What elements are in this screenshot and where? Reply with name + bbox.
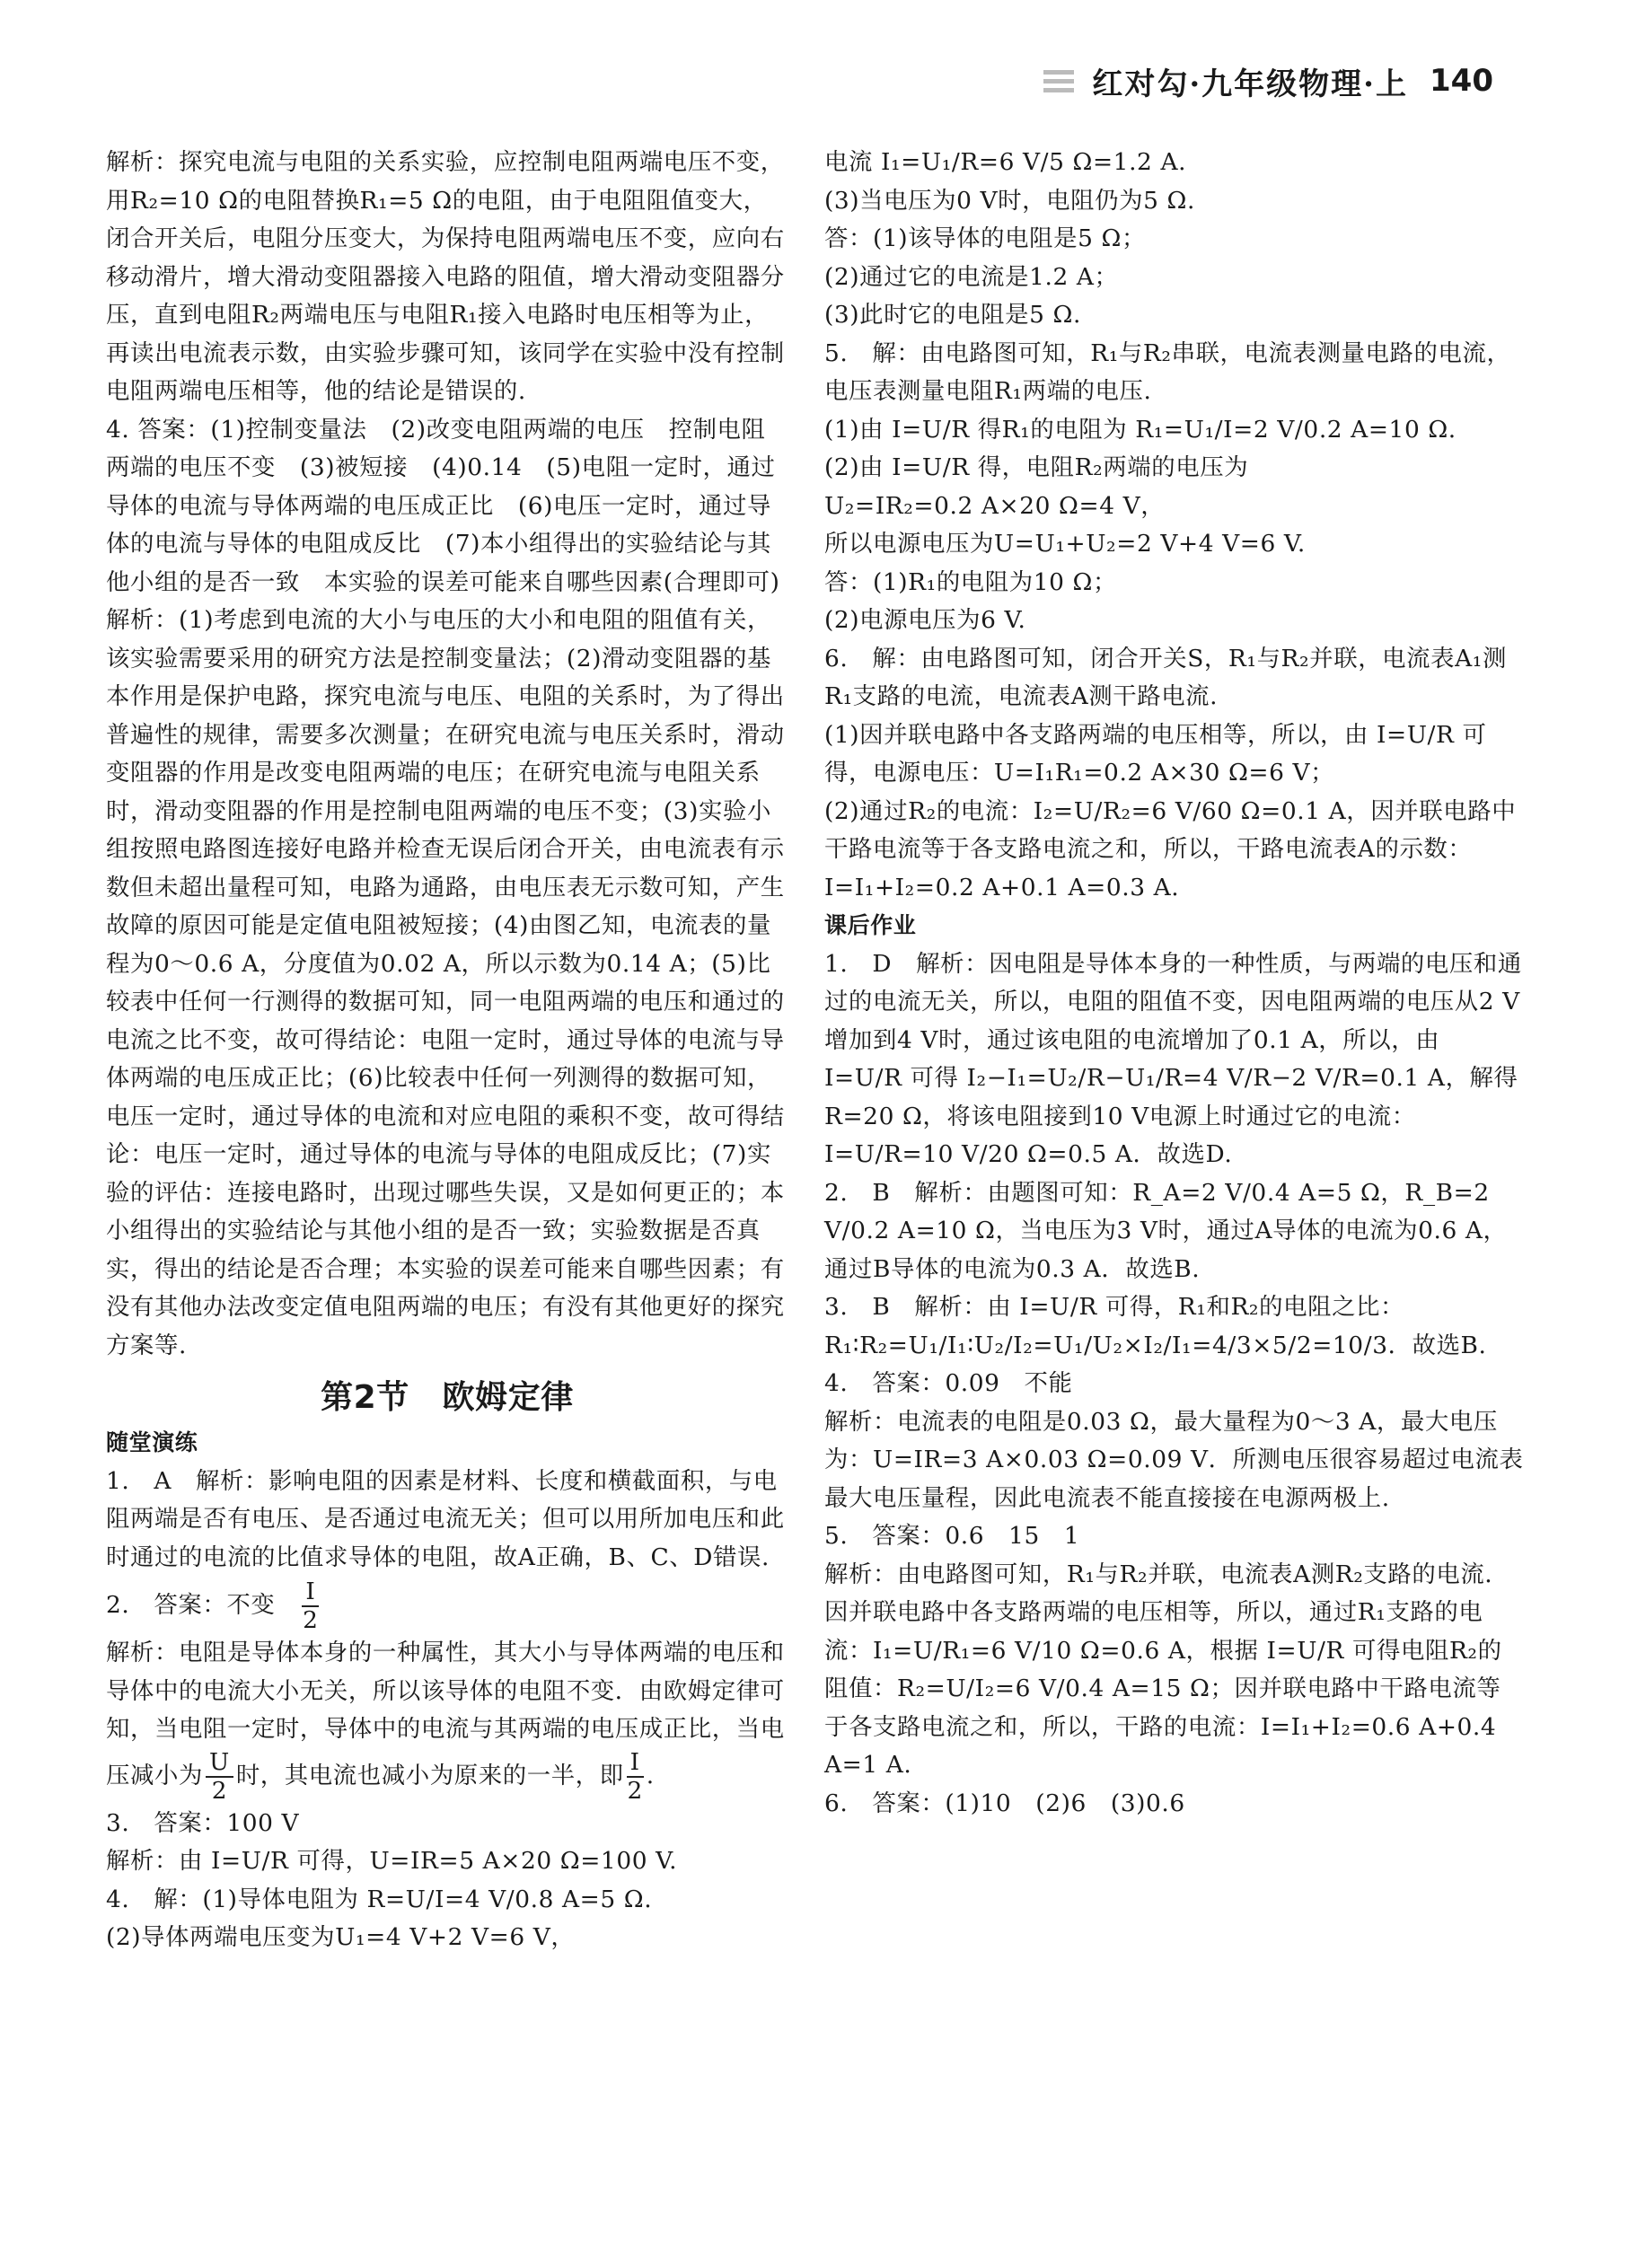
answer-q4: 4. 答案：(1)控制变量法 (2)改变电阻两端的电压 控制电阻两端的电压不变 (3)被短接 (4)0.14 (5)电阻一定时，通过导体的电流与导体两端的电压成正比 (6)电压一定时，通过导体的电流与导体的电阻成反比 (7)本小组得出的实验结论与其他小组的是否一致 本实验的误差可能来自哪些因素(合理即可) bbox=[106, 415, 780, 596]
homework-q3: 3. B 解析：由 I=U/R 可得，R₁和R₂的电阻之比：R₁∶R₂=U₁/I₁∶U₂/I₂=U₁/U₂×I₂/I₁=4/3×5/2=10/3．故选B. bbox=[824, 1293, 1487, 1359]
homework-q2: 2. B 解析：由题图可知：R_A=2 V/0.4 A=5 Ω，R_B=2 V/0.2 A=10 Ω，当电压为3 V时，通过A导体的电流为0.6 A，通过B导体的电流为0.3 A．故选B. bbox=[824, 1178, 1508, 1283]
practice-q6: 6. 解：由电路图可知，闭合开关S，R₁与R₂并联，电流表A₁测R₁支路的电流，电流表A测干路电流. bbox=[824, 644, 1507, 710]
explanation-q3: 解析：探究电流与电阻的关系实验，应控制电阻两端电压不变，用R₂=10 Ω的电阻替换R₁=5 Ω的电阻，由于电阻阻值变大，闭合开关后，电阻分压变大，为保持电阻两端电压不变，应向右移动滑片，增大滑动变阻器接入电路的阻值，增大滑动变阻器分压，直到电阻R₂两端电压与电阻R₁接入电路时电压相等为止，再读出电流表示数，由实验步骤可知，该同学在实验中没有控制电阻两端电压相等，他的结论是错误的. bbox=[106, 148, 785, 405]
text-line: 电流 I₁=U₁/R=6 V/5 Ω=1.2 A. bbox=[824, 148, 1187, 176]
text-line: (1)因并联电路中各支路两端的电压相等，所以，由 I=U/R 可得，电源电压：U=I₁R₁=0.2 A×30 Ω=6 V； bbox=[824, 720, 1487, 787]
text-line: 答：(1)R₁的电阻为10 Ω； bbox=[824, 567, 1118, 596]
text-line: (3)当电压为0 V时，电阻仍为5 Ω. bbox=[824, 186, 1195, 215]
text-line: (2)电源电压为6 V. bbox=[824, 606, 1026, 634]
practice-q4-solution: 4. 解：(1)导体电阻为 R=U/I=4 V/0.8 A=5 Ω. bbox=[106, 1885, 653, 1913]
text-line: 答：(1)该导体的电阻是5 Ω； bbox=[824, 224, 1146, 252]
text-line: (3)此时它的电阻是5 Ω. bbox=[824, 301, 1081, 329]
homework-q6-answer: 6. 答案：(1)10 (2)6 (3)0.6 bbox=[824, 1789, 1185, 1817]
text-line: U₂=IR₂=0.2 A×20 Ω=4 V， bbox=[824, 491, 1166, 520]
practice-q2-answer: 2. 答案：不变 $\frac{I}{2}$ bbox=[106, 1578, 319, 1634]
text-line: 所以电源电压为U=U₁+U₂=2 V+4 V=6 V. bbox=[824, 530, 1306, 558]
subsection-practice: 随堂演练 bbox=[106, 1429, 198, 1455]
practice-q4-step2: (2)导体两端电压变为U₁=4 V+2 V=6 V， bbox=[106, 1923, 576, 1951]
page-number: 140 bbox=[1430, 63, 1493, 99]
homework-q1: 1. D 解析：因电阻是导体本身的一种性质，与两端的电压和通过的电流无关，所以，电阻的阻值不变，因电阻两端的电压从2 V增加到4 V时，通过该电阻的电流增加了0.1 A，所以，由 I=U/R 可得 I₂−I₁=U₂/R−U₁/R=4 V/R−2 V/R=0.1 A，解得R=20 Ω，将该电阻接到10 V电源上时通过它的电流：I=U/R=10 V/20 Ω=0.5 A．故选D. bbox=[824, 949, 1522, 1168]
homework-q4-answer: 4. 答案：0.09 不能 bbox=[824, 1369, 1073, 1397]
left-column bbox=[106, 144, 788, 1957]
explanation-q4: 解析：(1)考虑到电流的大小与电压的大小和电阻的阻值有关，该实验需要采用的研究方法是控制变量法；(2)滑动变阻器的基本作用是保护电路，探究电流与电压、电阻的关系时，为了得出普遍性的规律，需要多次测量；在研究电流与电压关系时，滑动变阻器的作用是改变电阻两端的电压；在研究电流与电阻关系时，滑动变阻器的作用是控制电阻两端的电压不变；(3)实验小组按照电路图连接好电路并检查无误后闭合开关，由电流表有示数但未超出量程可知，电路为通路，由电压表无示数可知，产生故障的原因可能是定值电阻被短接；(4)由图乙知，电流表的量程为0～0.6 A，分度值为0.02 A，所以示数为0.14 A；(5)比较表中任何一行测得的数据可知，同一电阻两端的电压和通过的电流之比不变，故可得结论：电阻一定时，通过导体的电流与导体两端的电压成正比；(6)比较表中任何一列测得的数据可知，电压一定时，通过导体的电流和对应电阻的乘积不变，故可得结论：电压一定时，通过导体的电流与导体的电阻成反比；(7)实验的评估：连接电路时，出现过哪些失误，又是如何更正的；本小组得出的实验结论与其他小组的是否一致；实验数据是否真实，得出的结论是否合理；本实验的误差可能来自哪些因素；有没有其他办法改变定值电阻两端的电压；有没有其他更好的探究方案等. bbox=[106, 606, 785, 1359]
text-line: (1)由 I=U/R 得R₁的电阻为 R₁=U₁/I=2 V/0.2 A=10 Ω. bbox=[824, 415, 1457, 444]
practice-q1: 1. A 解析：影响电阻的因素是材料、长度和横截面积，与电阻两端是否有电压、是否通过电流无关；但可以用所加电压和此时通过的电流的比值求导体的电阻，故A正确，B、C、D错误. bbox=[106, 1466, 785, 1571]
section-title: 第2节 欧姆定律 bbox=[321, 1379, 574, 1416]
fraction: $\frac{I}{2}$ bbox=[627, 1747, 643, 1805]
right-column bbox=[824, 144, 1525, 1823]
homework-q5-answer: 5. 答案：0.6 15 1 bbox=[824, 1522, 1080, 1550]
text-line: (2)通过它的电流是1.2 A； bbox=[824, 262, 1119, 291]
page-header bbox=[1043, 54, 1493, 108]
fraction: $\frac{U}{2}$ bbox=[206, 1749, 233, 1805]
practice-q5: 5. 解：由电路图可知，R₁与R₂串联，电流表测量电路的电流，电压表测量电阻R₁两端的电压. bbox=[824, 338, 1511, 405]
practice-q3-explanation: 解析：由 I=U/R 可得，U=IR=5 A×20 Ω=100 V. bbox=[106, 1847, 678, 1875]
q4-number: 4. bbox=[106, 415, 130, 444]
homework-q4-explanation: 解析：电流表的电阻是0.03 Ω，最大量程为0～3 A，最大电压为：U=IR=3 A×0.03 Ω=0.09 V．所测电压很容易超过电流表最大电压量程，因此电流表不能直接接在电源两极上. bbox=[824, 1407, 1524, 1512]
practice-q2-explanation: 解析：电阻是导体本身的一种属性，其大小与导体两端的电压和导体中的电流大小无关，所以该导体的电阻不变．由欧姆定律可知，当电阻一定时，导体中的电流与其两端的电压成正比，当电压减小为 $\frac{U}{2}$ 时，其电流也减小为原来的一半，即 $\frac{I}{2}$ . bbox=[106, 1639, 785, 1805]
homework-q5-explanation: 解析：由电路图可知，R₁与R₂并联，电流表A测R₂支路的电流．因并联电路中各支路两端的电压相等，所以，通过R₁支路的电流：I₁=U/R₁=6 V/10 Ω=0.6 A，根据 I=U/R 可得电阻R₂的阻值：R₂=U/I₂=6 V/0.4 A=15 Ω；因并联电路中干路电流等于各支路电流之和，所以，干路的电流：I=I₁+I₂=0.6 A+0.4 A=1 A. bbox=[824, 1560, 1509, 1779]
practice-q3-answer: 3. 答案：100 V bbox=[106, 1808, 300, 1837]
subsection-homework: 课后作业 bbox=[824, 912, 917, 938]
fraction: $\frac{I}{2}$ bbox=[303, 1578, 319, 1634]
book-title: 红对勾·九年级物理·上 bbox=[1092, 66, 1409, 102]
text-line: (2)通过R₂的电流：I₂=U/R₂=6 V/60 Ω=0.1 A，因并联电路中干路电流等于各支路电流之和，所以，干路电流表A的示数：I=I₁+I₂=0.2 A+0.1 A=0.3 A. bbox=[824, 796, 1517, 901]
text-line: (2)由 I=U/R 得，电阻R₂两端的电压为 bbox=[824, 453, 1249, 481]
header-bars-icon bbox=[1043, 70, 1074, 92]
